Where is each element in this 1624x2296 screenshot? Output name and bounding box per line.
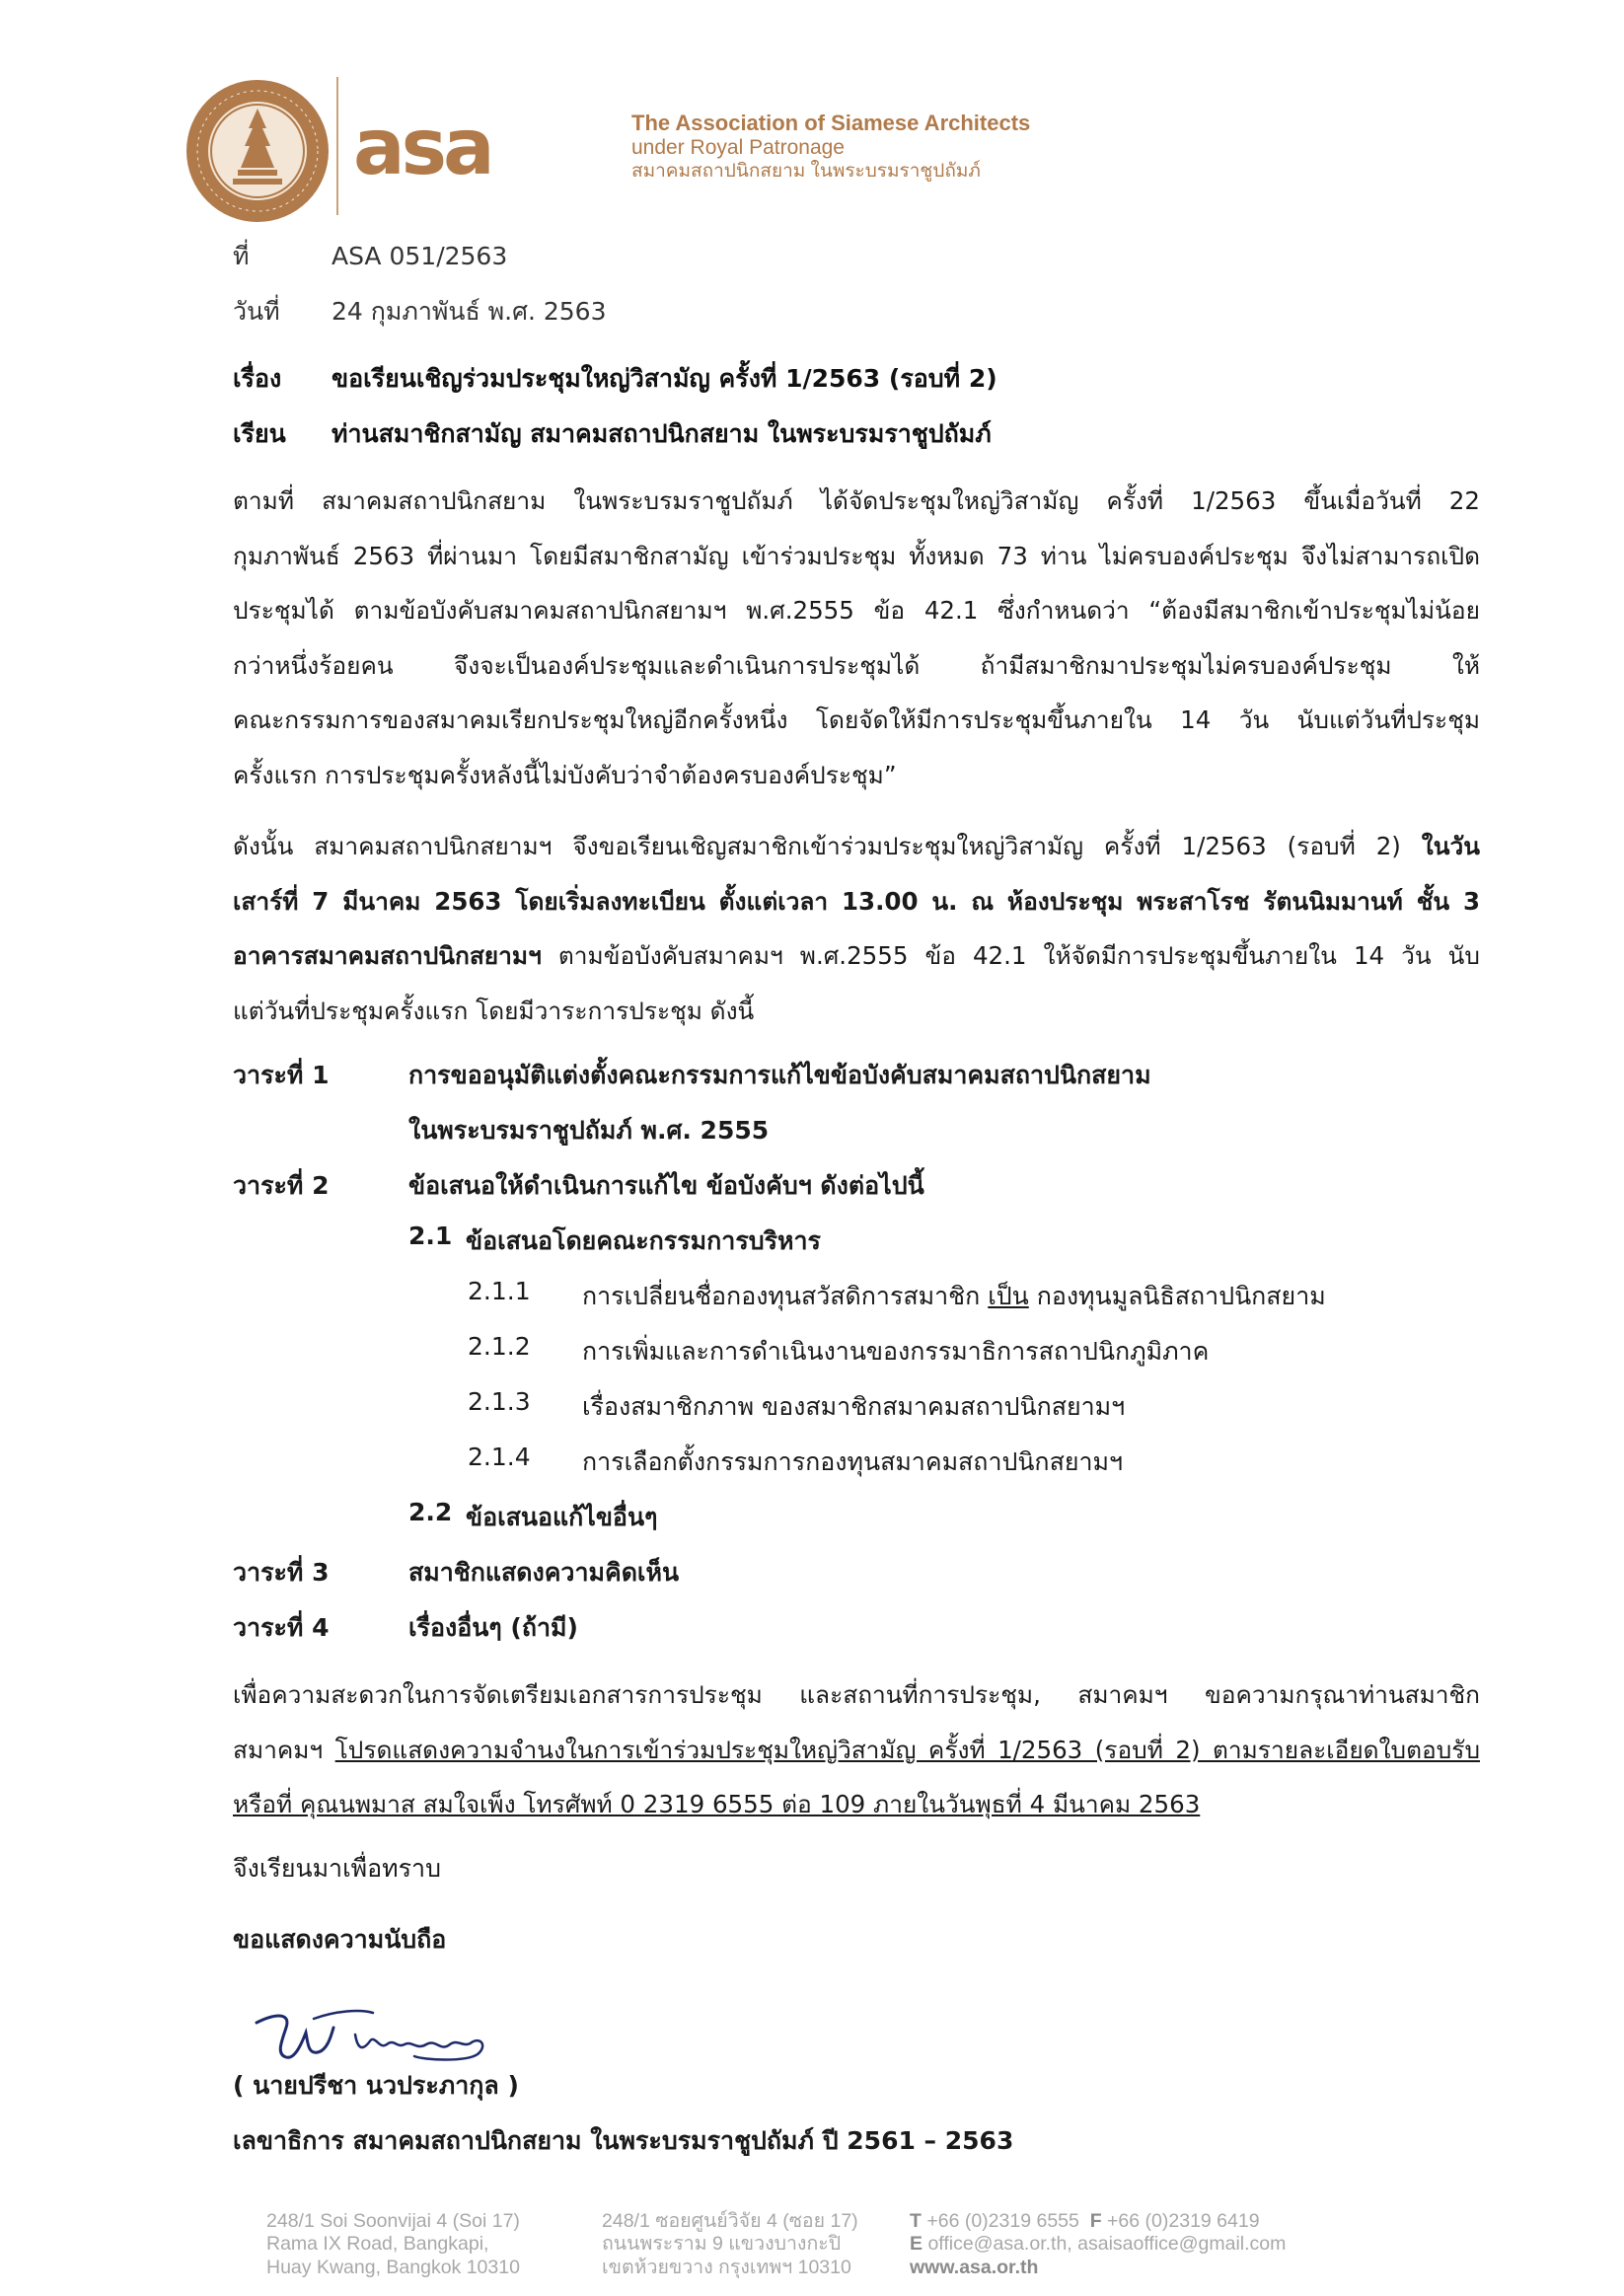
paragraph-line: กุมภาพันธ์ 2563 ที่ผ่านมา โดยมีสมาชิกสามัญ เข้าร่วมประชุม ทั้งหมด 73 ท่าน ไม่ครบองค์ประชุม จึงไม่สามารถเปิด bbox=[233, 541, 1480, 570]
agenda-3-label: วาระที่ 3 bbox=[233, 1558, 330, 1587]
organization-name bbox=[631, 111, 1030, 183]
signer-name: ( นายปรีชา นวประภากุล ) bbox=[233, 2071, 519, 2100]
paragraph-line: ตามที่ สมาคมสถาปนิกสยาม ในพระบรมราชูปถัมภ์ ได้จัดประชุมใหญ่วิสามัญ ครั้งที่ 1/2563 ขึ้นเมื่อวันที่ 22 bbox=[233, 486, 1480, 515]
signer-title: เลขาธิการ สมาคมสถาปนิกสยาม ในพระบรมราชูปถัมภ์ ปี 2561 – 2563 bbox=[233, 2126, 1014, 2155]
regulation-text: ตามข้อบังคับสมาคมฯ พ.ศ.2555 ข้อ 42.1 ให้จัดมีการประชุมขึ้นภายใน 14 วัน นับ bbox=[557, 941, 1480, 970]
paragraph-line: สมาคมฯ โปรดแสดงความจำนงในการเข้าร่วมประชุมใหญ่วิสามัญ ครั้งที่ 1/2563 (รอบที่ 2) ตามรายละเอียดใบตอบรับ bbox=[233, 1735, 1480, 1764]
svg-text:asa: asa bbox=[353, 109, 491, 187]
footer-website: www.asa.or.th bbox=[910, 2256, 1039, 2278]
agenda-4-label: วาระที่ 4 bbox=[233, 1613, 330, 1642]
ref-number-label: ที่ bbox=[233, 242, 250, 270]
agenda-2-1-number: 2.1 bbox=[408, 1222, 453, 1250]
closing-inform: จึงเรียนมาเพื่อทราบ bbox=[233, 1854, 441, 1883]
asa-seal-emblem bbox=[184, 77, 332, 225]
paragraph-line: แต่วันที่ประชุมครั้งแรก โดยมีวาระการประชุม ดังนี้ bbox=[233, 996, 755, 1025]
date-label: วันที่ bbox=[233, 297, 280, 326]
agenda-2-label: วาระที่ 2 bbox=[233, 1171, 330, 1200]
paragraph-line: คณะกรรมการของสมาคมเรียกประชุมใหญ่อีกครั้งหนึ่ง โดยจัดให้มีการประชุมขึ้นภายใน 14 วัน นับแต่วันที่ประชุม bbox=[233, 705, 1480, 734]
paragraph-line bbox=[233, 928, 1480, 984]
paragraph-line bbox=[233, 819, 1480, 874]
footer-contact bbox=[910, 2210, 1286, 2279]
agenda-2-1-text: ข้อเสนอโดยคณะกรรมการบริหาร bbox=[466, 1226, 821, 1255]
paragraph-line: เพื่อความสะดวกในการจัดเตรียมเอกสารการประชุม และสถานที่การประชุม, สมาคมฯ ขอความกรุณาท่านสมาชิก bbox=[233, 1680, 1480, 1709]
agenda-2-1-4-text: การเลือกตั้งกรรมการกองทุนสมาคมสถาปนิกสยามฯ bbox=[582, 1447, 1124, 1476]
paragraph-line: ประชุมได้ ตามข้อบังคับสมาคมสถาปนิกสยามฯ พ.ศ.2555 ข้อ 42.1 ซึ่งกำหนดว่า “ต้องมีสมาชิกเข้าประชุมไม่น้อย bbox=[233, 596, 1480, 625]
recipient-row bbox=[233, 414, 992, 454]
ref-number-row bbox=[233, 237, 507, 276]
org-name-en-line1: The Association of Siamese Architects bbox=[631, 111, 1031, 135]
footer-address-th: 248/1 ซอยศูนย์วิจัย 4 (ซอย 17) ถนนพระราม 9 แขวงบางกะปิ เขตห้วยขวาง กรุงเทพฯ 10310 bbox=[602, 2210, 858, 2278]
closing-regards: ขอแสดงความนับถือ bbox=[233, 1925, 447, 1954]
rsvp-contact-underlined: หรือที่ คุณนพมาส สมใจเพ็ง โทรศัพท์ 0 2319 6555 ต่อ 109 ภายในวันพุธที่ 4 มีนาคม 2563 bbox=[233, 1790, 1201, 1818]
footer-phone-fax: T +66 (0)2319 6555 F +66 (0)2319 6419 bbox=[910, 2210, 1260, 2232]
agenda-2-1-2-text: การเพิ่มและการดำเนินงานของกรรมาธิการสถาปนิกภูมิภาค bbox=[582, 1337, 1210, 1366]
rsvp-underlined-text: โปรดแสดงความจำนงในการเข้าร่วมประชุมใหญ่วิสามัญ ครั้งที่ 1/2563 (รอบที่ 2) ตามรายละเอียดใบตอบรับ bbox=[334, 1735, 1480, 1764]
agenda-1-text-line2: ในพระบรมราชูปถัมภ์ พ.ศ. 2555 bbox=[408, 1116, 770, 1145]
agenda-1-label: วาระที่ 1 bbox=[233, 1061, 330, 1089]
footer-email: E office@asa.or.th, asaisaoffice@gmail.com bbox=[910, 2233, 1287, 2256]
paragraph-background bbox=[233, 474, 1480, 802]
agenda-2-1-1-number: 2.1.1 bbox=[468, 1277, 531, 1305]
paragraph-line: กว่าหนึ่งร้อยคน จึงจะเป็นองค์ประชุมและดำเนินการประชุมได้ ถ้ามีสมาชิกมาประชุมไม่ครบองค์ประชุม ให้ bbox=[233, 650, 1480, 680]
paragraph-line: ครั้งแรก การประชุมครั้งหลังนี้ไม่บังคับว่าจำต้องครบองค์ประชุม” bbox=[233, 760, 897, 789]
recipient-value: ท่านสมาชิกสามัญ สมาคมสถาปนิกสยาม ในพระบรมราชูปถัมภ์ bbox=[332, 419, 992, 448]
agenda-2-1-4-number: 2.1.4 bbox=[468, 1443, 531, 1471]
underlined-word: เป็น bbox=[988, 1282, 1029, 1310]
agenda-3-text: สมาชิกแสดงความคิดเห็น bbox=[408, 1558, 680, 1587]
agenda-2-1-2-number: 2.1.2 bbox=[468, 1332, 531, 1361]
agenda-2-2-number: 2.2 bbox=[408, 1498, 453, 1526]
org-name-th: สมาคมสถาปนิกสยาม ในพระบรมราชูปถัมภ์ bbox=[631, 160, 981, 182]
date-row bbox=[233, 292, 606, 332]
subject-label: เรื่อง bbox=[233, 364, 282, 393]
ref-number-value: ASA 051/2563 bbox=[332, 242, 508, 270]
meeting-venue-bold: อาคารสมาคมสถาปนิกสยามฯ bbox=[233, 941, 542, 970]
agenda-2-1-3-number: 2.1.3 bbox=[468, 1387, 531, 1416]
subject-value: ขอเรียนเชิญร่วมประชุมใหญ่วิสามัญ ครั้งที่ 1/2563 (รอบที่ 2) bbox=[332, 364, 997, 393]
footer-address-en: 248/1 Soi Soonvijai 4 (Soi 17) Rama IX Road, Bangkapi, Huay Kwang, Bangkok 10310 bbox=[266, 2210, 520, 2278]
paragraph-rsvp bbox=[233, 1667, 1480, 1832]
agenda-4-text: เรื่องอื่นๆ (ถ้ามี) bbox=[408, 1613, 578, 1642]
org-name-en-line2: under Royal Patronage bbox=[631, 135, 845, 159]
invitation-text: ดังนั้น สมาคมสถาปนิกสยามฯ จึงขอเรียนเชิญสมาชิกเข้าร่วมประชุมใหญ่วิสามัญ ครั้งที่ 1/2563 (รอบที่ 2) bbox=[233, 832, 1401, 860]
meeting-datetime-bold: เสาร์ที่ 7 มีนาคม 2563 โดยเริ่มลงทะเบียน ตั้งแต่เวลา 13.00 น. ณ ห้องประชุม พระสาโรช รัตนนิมมานท์ ชั้น 3 bbox=[233, 886, 1480, 916]
subject-row bbox=[233, 359, 997, 399]
agenda-2-2-text: ข้อเสนอแก้ไขอื่นๆ bbox=[466, 1503, 658, 1531]
date-value: 24 กุมภาพันธ์ พ.ศ. 2563 bbox=[332, 297, 607, 326]
paragraph-invitation bbox=[233, 819, 1480, 1038]
recipient-label: เรียน bbox=[233, 419, 286, 448]
asa-wordmark-logo bbox=[353, 109, 551, 187]
meeting-day-bold: ในวัน bbox=[1421, 832, 1480, 860]
agenda-2-1-1-text: การเปลี่ยนชื่อกองทุนสวัสดิการสมาชิก เป็น กองทุนมูลนิธิสถาปนิกสยาม bbox=[582, 1282, 1326, 1310]
header-divider bbox=[336, 77, 338, 215]
agenda-2-1-3-text: เรื่องสมาชิกภาพ ของสมาชิกสมาคมสถาปนิกสยามฯ bbox=[582, 1392, 1126, 1421]
agenda-1-text: การขออนุมัติแต่งตั้งคณะกรรมการแก้ไขข้อบังคับสมาคมสถาปนิกสยาม bbox=[408, 1061, 1151, 1089]
agenda-2-text: ข้อเสนอให้ดำเนินการแก้ไข ข้อบังคับฯ ดังต่อไปนี้ bbox=[408, 1171, 924, 1200]
